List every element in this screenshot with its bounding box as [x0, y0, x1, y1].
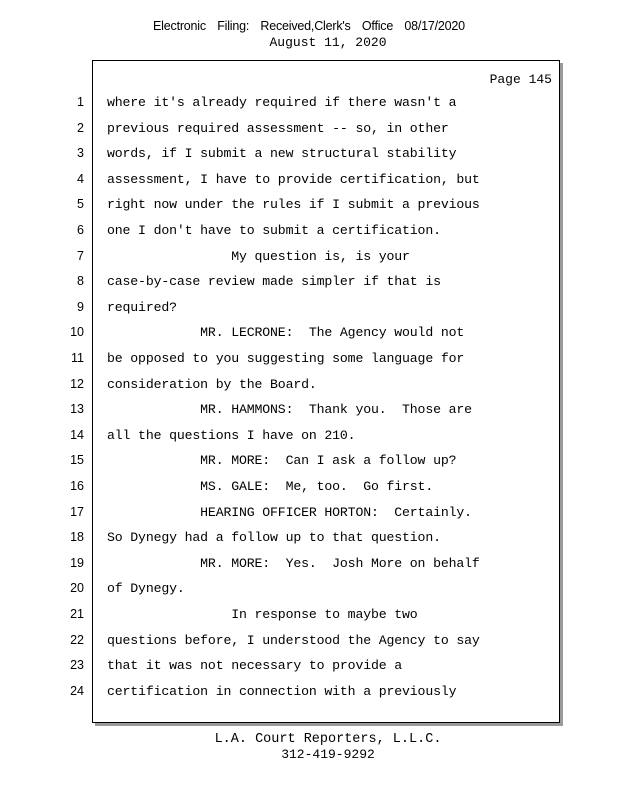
- line-number: 14: [70, 427, 84, 442]
- line-number: 4: [77, 171, 84, 186]
- line-text: So Dynegy had a follow up to that question.: [107, 530, 441, 546]
- line-text: My question is, is your: [107, 248, 410, 264]
- line-number: 10: [70, 325, 84, 340]
- transcript-line: [0, 90, 618, 116]
- line-text: all the questions I have on 210.: [107, 427, 356, 443]
- line-text: words, if I submit a new structural stability: [107, 146, 457, 162]
- line-text: where it's already required if there wasn't a: [107, 95, 457, 110]
- filing-stamp: Electronic Filing: Received,Clerk's Office 08/17/2020: [153, 19, 465, 33]
- reporter-phone: 312-419-9292: [281, 747, 375, 762]
- transcript-line: [0, 679, 618, 705]
- transcript-line: [0, 423, 618, 449]
- transcript-line: [0, 576, 618, 602]
- line-text: that it was not necessary to provide a: [107, 658, 403, 674]
- line-text: MR. HAMMONS: Thank you. Those are: [107, 402, 472, 418]
- transcript-line: [0, 244, 618, 270]
- transcript-line: [0, 218, 618, 244]
- transcript-line: [0, 602, 618, 628]
- line-text: previous required assessment -- so, in other: [107, 120, 449, 136]
- line-number: 18: [70, 530, 84, 545]
- transcript-line: [0, 397, 618, 423]
- line-text: certification in connection with a previously: [107, 683, 457, 699]
- line-number: 21: [70, 607, 84, 621]
- line-number: 24: [70, 683, 84, 698]
- transcript-line: [0, 346, 618, 372]
- line-text: assessment, I have to provide certification, but: [107, 171, 480, 187]
- line-text: be opposed to you suggesting some language for: [107, 351, 465, 366]
- line-number: 5: [77, 197, 84, 212]
- transcript-line: [0, 116, 618, 142]
- line-text: MR. MORE: Can I ask a follow up?: [107, 453, 457, 469]
- line-number: 16: [70, 479, 84, 493]
- transcript-line: [0, 269, 618, 295]
- transcript-line: [0, 448, 618, 474]
- line-text: In response to maybe two: [107, 607, 418, 622]
- line-text: consideration by the Board.: [107, 376, 317, 392]
- transcript-line: [0, 525, 618, 551]
- transcript-line: [0, 474, 618, 500]
- line-number: 6: [77, 223, 84, 237]
- reporter-company: L.A. Court Reporters, L.L.C.: [214, 732, 442, 747]
- line-number: 11: [71, 351, 84, 365]
- line-text: required?: [107, 299, 177, 315]
- line-text: one I don't have to submit a certification.: [107, 223, 441, 238]
- line-text: MS. GALE: Me, too. Go first.: [107, 479, 434, 494]
- line-number: 12: [70, 376, 84, 391]
- transcript-line: [0, 551, 618, 577]
- line-number: 17: [70, 504, 84, 519]
- transcript-line: [0, 320, 618, 346]
- transcript-line: [0, 372, 618, 398]
- line-number: 23: [70, 658, 84, 673]
- line-number: 7: [77, 248, 84, 263]
- hearing-date: August 11, 2020: [269, 35, 387, 50]
- transcript-line: [0, 141, 618, 167]
- line-number: 8: [77, 274, 84, 289]
- line-text: questions before, I understood the Agency to say: [107, 632, 480, 648]
- line-text: MR. LECRONE: The Agency would not: [107, 325, 465, 341]
- line-number: 9: [77, 299, 84, 314]
- page-number: Page 145: [489, 72, 552, 87]
- transcript-line: [0, 653, 618, 679]
- line-number: 15: [70, 453, 84, 468]
- line-text: case-by-case review made simpler if that is: [107, 274, 441, 290]
- line-number: 2: [77, 120, 84, 135]
- line-text: HEARING OFFICER HORTON: Certainly.: [107, 504, 472, 520]
- line-number: 3: [77, 146, 84, 161]
- transcript-line: [0, 192, 618, 218]
- line-text: of Dynegy.: [107, 581, 185, 597]
- line-number: 19: [70, 555, 84, 570]
- transcript-line: [0, 167, 618, 193]
- line-number: 20: [70, 581, 84, 596]
- line-number: 13: [70, 402, 84, 417]
- line-number: 22: [70, 632, 84, 647]
- line-text: MR. MORE: Yes. Josh More on behalf: [107, 555, 480, 571]
- line-text: right now under the rules if I submit a previous: [107, 197, 480, 213]
- transcript-line: [0, 295, 618, 321]
- line-number: 1: [77, 95, 84, 109]
- transcript-line: [0, 500, 618, 526]
- transcript-line: [0, 628, 618, 654]
